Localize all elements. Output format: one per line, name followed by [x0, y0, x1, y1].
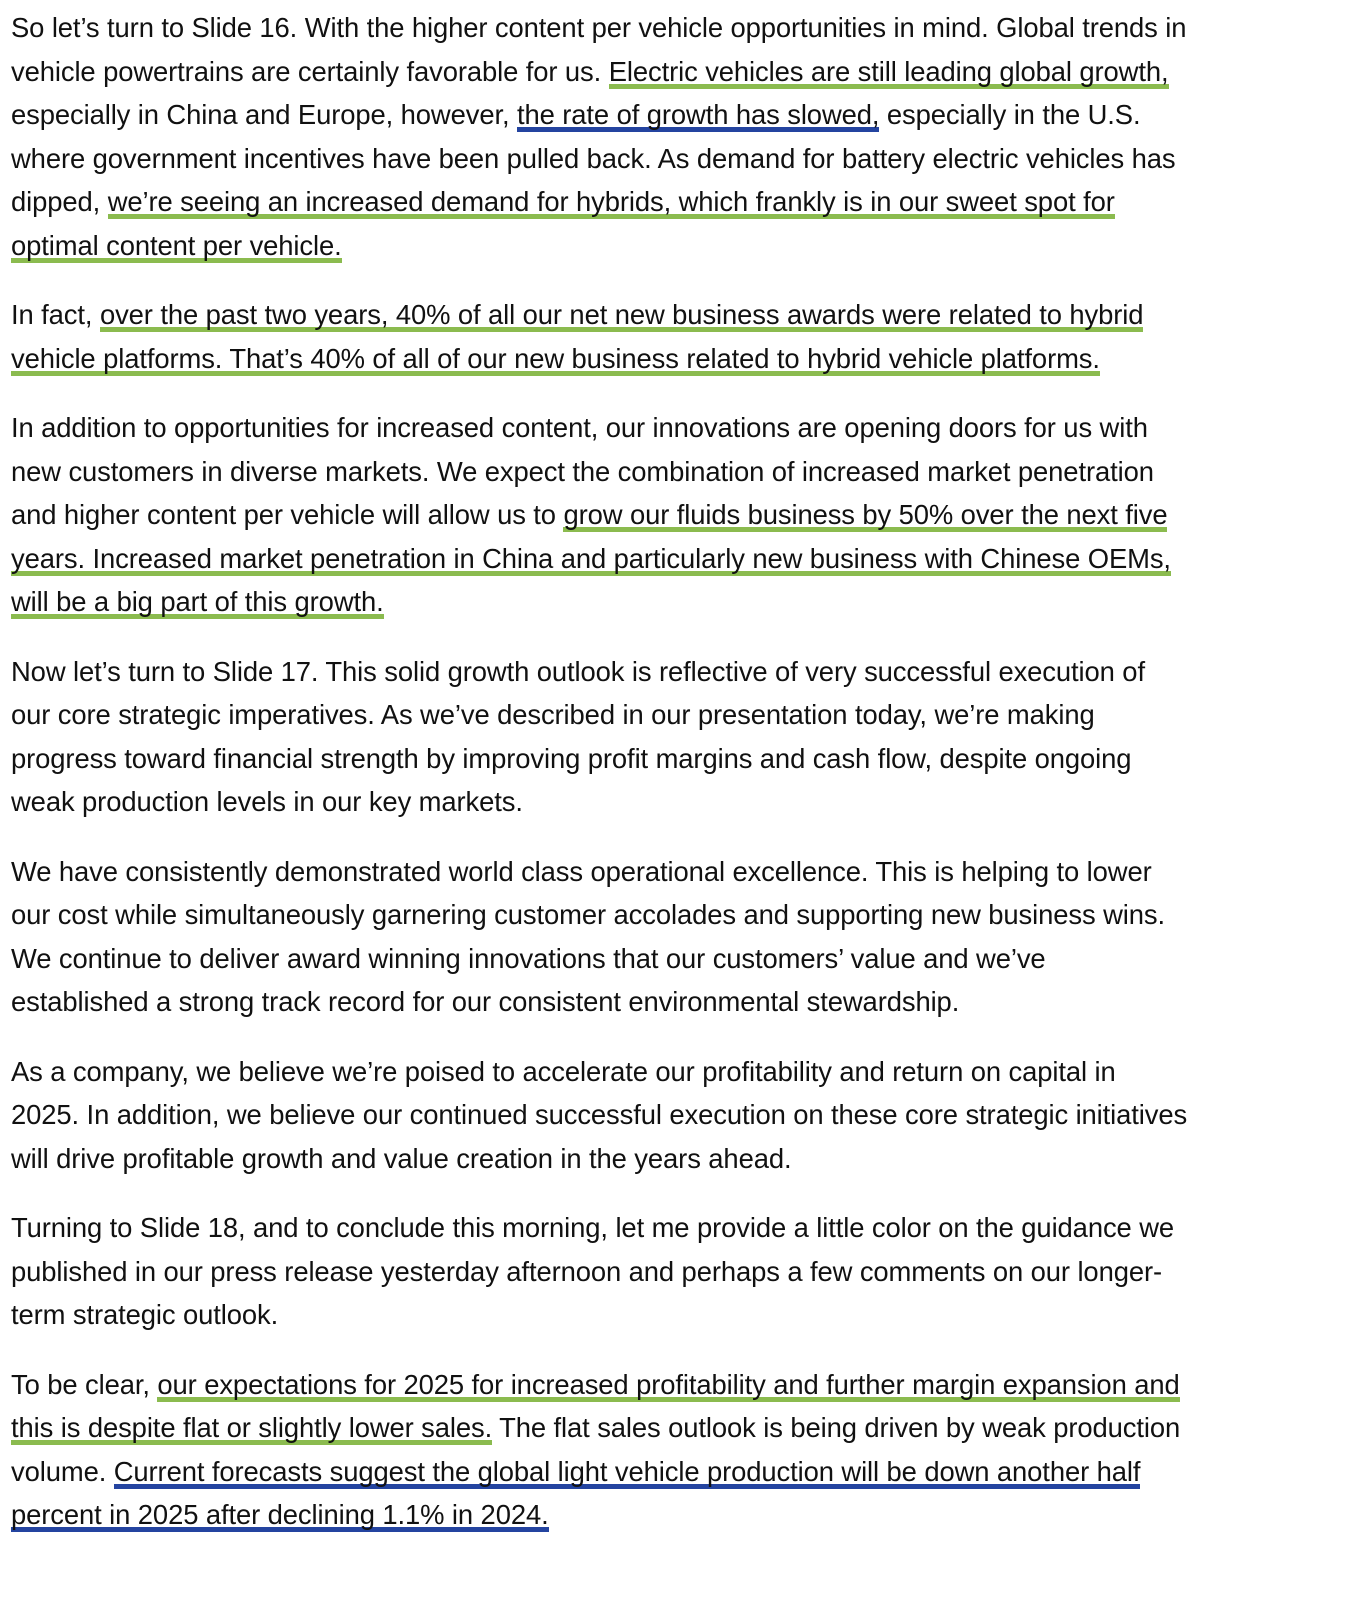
text-segment: Turning to Slide 18, and to conclude this morning, let me provide a little color on the guidance we — [11, 1212, 1175, 1243]
text-segment: new customers in diverse markets. We expect the combination of increased market penetration — [11, 455, 1154, 487]
green-underline-highlight: grow our fluids business by 50% over the next five — [563, 499, 1168, 530]
blue-underline-highlight: percent in 2025 after declining 1.1% in 2024. — [11, 1499, 549, 1530]
text-segment: published in our press release yesterday afternoon and perhaps a few comments on our longer- — [11, 1255, 1163, 1287]
text-line — [11, 1050, 1341, 1094]
text-segment: The flat sales outlook is being driven by weak production — [492, 1412, 1181, 1443]
text-line — [11, 1363, 1341, 1407]
green-underline-highlight: optimal content per vehicle. — [11, 229, 342, 261]
green-underline-highlight: will be a big part of this growth. — [11, 586, 384, 617]
green-underline-highlight: we’re seeing an increased demand for hybrids, which frankly is in our sweet spot for — [107, 186, 1115, 217]
transcript-paragraph — [11, 293, 1341, 380]
text-line — [11, 493, 1341, 537]
green-underline-highlight: this is despite flat or slightly lower sales. — [11, 1412, 493, 1443]
text-line — [11, 93, 1341, 137]
text-line — [11, 1137, 1341, 1181]
text-segment: weak production levels in our key markets. — [11, 786, 523, 817]
transcript-paragraph — [11, 1363, 1341, 1537]
text-line — [11, 850, 1341, 894]
text-line — [11, 337, 1341, 381]
text-segment: dipped, — [11, 186, 108, 217]
text-segment: As a company, we believe we’re poised to accelerate our profitability and return on capital in — [11, 1055, 1116, 1087]
text-segment: Now let’s turn to Slide 17. This solid growth outlook is reflective of very successful execution of — [11, 655, 1145, 687]
text-segment: progress toward financial strength by improving profit margins and cash flow, despite ongoing — [11, 742, 1132, 774]
text-line — [11, 893, 1341, 937]
text-segment: term strategic outlook. — [11, 1299, 279, 1330]
transcript-paragraph — [11, 850, 1341, 1024]
green-underline-highlight: years. Increased market penetration in China and particularly new business with Chinese OEMs, — [11, 542, 1171, 574]
text-segment: In addition to opportunities for increased content, our innovations are opening doors for us with — [11, 412, 1148, 443]
text-line — [11, 780, 1341, 824]
text-line — [11, 450, 1341, 494]
text-line — [11, 6, 1341, 50]
text-segment: and higher content per vehicle will allow us to — [11, 499, 564, 530]
text-line — [11, 1493, 1341, 1537]
text-line — [11, 980, 1341, 1024]
text-line — [11, 1206, 1341, 1250]
green-underline-highlight: our expectations for 2025 for increased profitability and further margin expansion and — [157, 1368, 1180, 1400]
text-line — [11, 224, 1341, 268]
text-line — [11, 406, 1341, 450]
text-segment: our core strategic imperatives. As we’ve described in our presentation today, we’re making — [11, 699, 1095, 730]
transcript-paragraph — [11, 406, 1341, 624]
text-line — [11, 537, 1341, 581]
text-line — [11, 1406, 1341, 1450]
text-line — [11, 293, 1341, 337]
text-segment: We continue to deliver award winning innovations that our customers’ value and we’ve — [11, 942, 1046, 974]
transcript-paragraph — [11, 6, 1341, 267]
text-line — [11, 50, 1341, 94]
text-segment: especially in the U.S. — [879, 99, 1141, 130]
text-segment: 2025. In addition, we believe our continued successful execution on these core strategic initiatives — [11, 1099, 1188, 1130]
green-underline-highlight: vehicle platforms. That’s 40% of all of our new business related to hybrid vehicle platforms. — [11, 342, 1100, 374]
text-segment: where government incentives have been pulled back. As demand for battery electric vehicles has — [11, 142, 1176, 174]
text-line — [11, 693, 1341, 737]
text-segment: vehicle powertrains are certainly favorable for us. — [11, 55, 609, 87]
blue-underline-highlight: Current forecasts suggest the global light vehicle production will be down another half — [113, 1455, 1141, 1487]
text-segment: We have consistently demonstrated world class operational excellence. This is helping to lower — [11, 855, 1152, 887]
transcript-paragraph — [11, 1050, 1341, 1181]
transcript-paragraph — [11, 1206, 1341, 1337]
text-line — [11, 737, 1341, 781]
text-segment: especially in China and Europe, however, — [11, 99, 517, 130]
blue-underline-highlight: the rate of growth has slowed, — [516, 99, 880, 130]
text-segment: So let’s turn to Slide 16. With the higher content per vehicle opportunities in mind. Global trends in — [11, 12, 1187, 43]
text-line — [11, 1450, 1341, 1494]
text-segment: established a strong track record for our consistent environmental stewardship. — [11, 986, 960, 1017]
text-line — [11, 180, 1341, 224]
text-line — [11, 650, 1341, 694]
transcript-paragraph — [11, 650, 1341, 824]
text-segment: will drive profitable growth and value creation in the years ahead. — [11, 1142, 792, 1174]
green-underline-highlight: Electric vehicles are still leading global growth, — [608, 55, 1169, 87]
text-segment: volume. — [11, 1455, 114, 1487]
text-line — [11, 1250, 1341, 1294]
text-segment: To be clear, — [11, 1368, 158, 1400]
text-line — [11, 137, 1341, 181]
text-segment: In fact, — [11, 299, 100, 330]
transcript-document — [11, 6, 1341, 1563]
green-underline-highlight: over the past two years, 40% of all our net new business awards were related to hybrid — [99, 299, 1144, 330]
text-line — [11, 937, 1341, 981]
text-line — [11, 1293, 1341, 1337]
text-line — [11, 1093, 1341, 1137]
text-line — [11, 580, 1341, 624]
text-segment: our cost while simultaneously garnering customer accolades and supporting new business wins. — [11, 899, 1165, 930]
